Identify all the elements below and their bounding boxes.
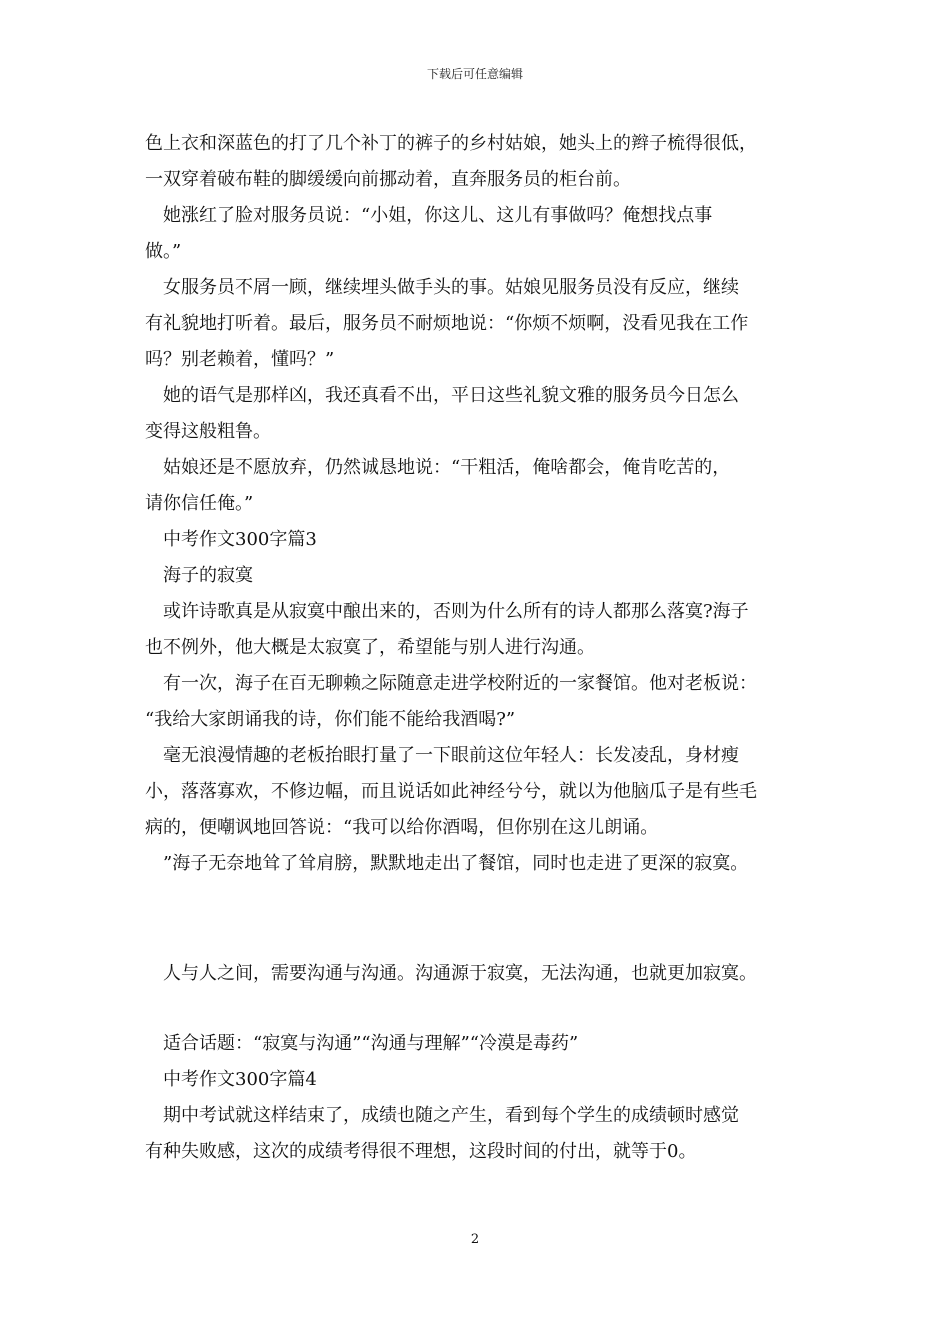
text-line: 一双穿着破布鞋的脚缓缓向前挪动着，直奔服务员的柜台前。 bbox=[145, 169, 631, 190]
text-line: 色上衣和深蓝色的打了几个补丁的裤子的乡村姑娘，她头上的辫子梳得很低， bbox=[145, 133, 757, 154]
text-line: “我给大家朗诵我的诗，你们能不能给我酒喝?” bbox=[145, 709, 516, 730]
section-heading: 中考作文300字篇4 bbox=[145, 1069, 317, 1090]
text-line: 小，落落寡欢，不修边幅，而且说话如此神经兮兮，就以为他脑瓜子是有些毛 bbox=[145, 781, 757, 802]
topic-line: 适合话题：“寂寞与沟通”“沟通与理解”“冷漠是毒药” bbox=[145, 1033, 579, 1054]
article-title: 海子的寂寞 bbox=[145, 565, 253, 586]
text-line: 她的语气是那样凶，我还真看不出，平日这些礼貌文雅的服务员今日怎么 bbox=[145, 385, 739, 406]
page-header: 下载后可任意编辑 bbox=[426, 67, 523, 81]
section-heading: 中考作文300字篇3 bbox=[145, 529, 317, 550]
text-line: 请你信任俺。” bbox=[145, 493, 254, 514]
text-line: 毫无浪漫情趣的老板抬眼打量了一下眼前这位年轻人：长发凌乱，身材瘦 bbox=[145, 745, 739, 766]
text-line: 有礼貌地打听着。最后，服务员不耐烦地说：“你烦不烦啊，没看见我在工作 bbox=[145, 313, 749, 334]
text-line: 期中考试就这样结束了，成绩也随之产生，看到每个学生的成绩顿时感觉 bbox=[145, 1105, 739, 1126]
text-line: 吗？别老赖着，懂吗？” bbox=[145, 349, 335, 370]
text-line: 她涨红了脸对服务员说：“小姐，你这儿、这儿有事做吗？俺想找点事 bbox=[145, 205, 713, 226]
text-line: 变得这般粗鲁。 bbox=[145, 421, 271, 442]
text-line: 做。” bbox=[145, 241, 182, 262]
text-line: 病的，便嘲讽地回答说：“我可以给你酒喝，但你别在这儿朗诵。 bbox=[145, 817, 659, 838]
text-line: ”海子无奈地耸了耸肩膀，默默地走出了餐馆，同时也走进了更深的寂寞。 bbox=[145, 853, 749, 874]
text-line: 或许诗歌真是从寂寞中酿出来的，否则为什么所有的诗人都那么落寞?海子 bbox=[145, 601, 749, 622]
text-line: 姑娘还是不愿放弃，仍然诚恳地说：“干粗活，俺啥都会，俺肯吃苦的， bbox=[145, 457, 731, 478]
text-line: 也不例外，他大概是太寂寞了，希望能与别人进行沟通。 bbox=[145, 637, 595, 658]
page-number: 2 bbox=[470, 1232, 480, 1247]
text-line: 有种失败感，这次的成绩考得很不理想，这段时间的付出，就等于0。 bbox=[145, 1141, 697, 1162]
text-line: 有一次，海子在百无聊赖之际随意走进学校附近的一家餐馆。他对老板说： bbox=[145, 673, 757, 694]
text-line: 人与人之间，需要沟通与沟通。沟通源于寂寞，无法沟通，也就更加寂寞。 bbox=[145, 963, 757, 984]
text-line: 女服务员不屑一顾，继续埋头做手头的事。姑娘见服务员没有反应，继续 bbox=[145, 277, 739, 298]
